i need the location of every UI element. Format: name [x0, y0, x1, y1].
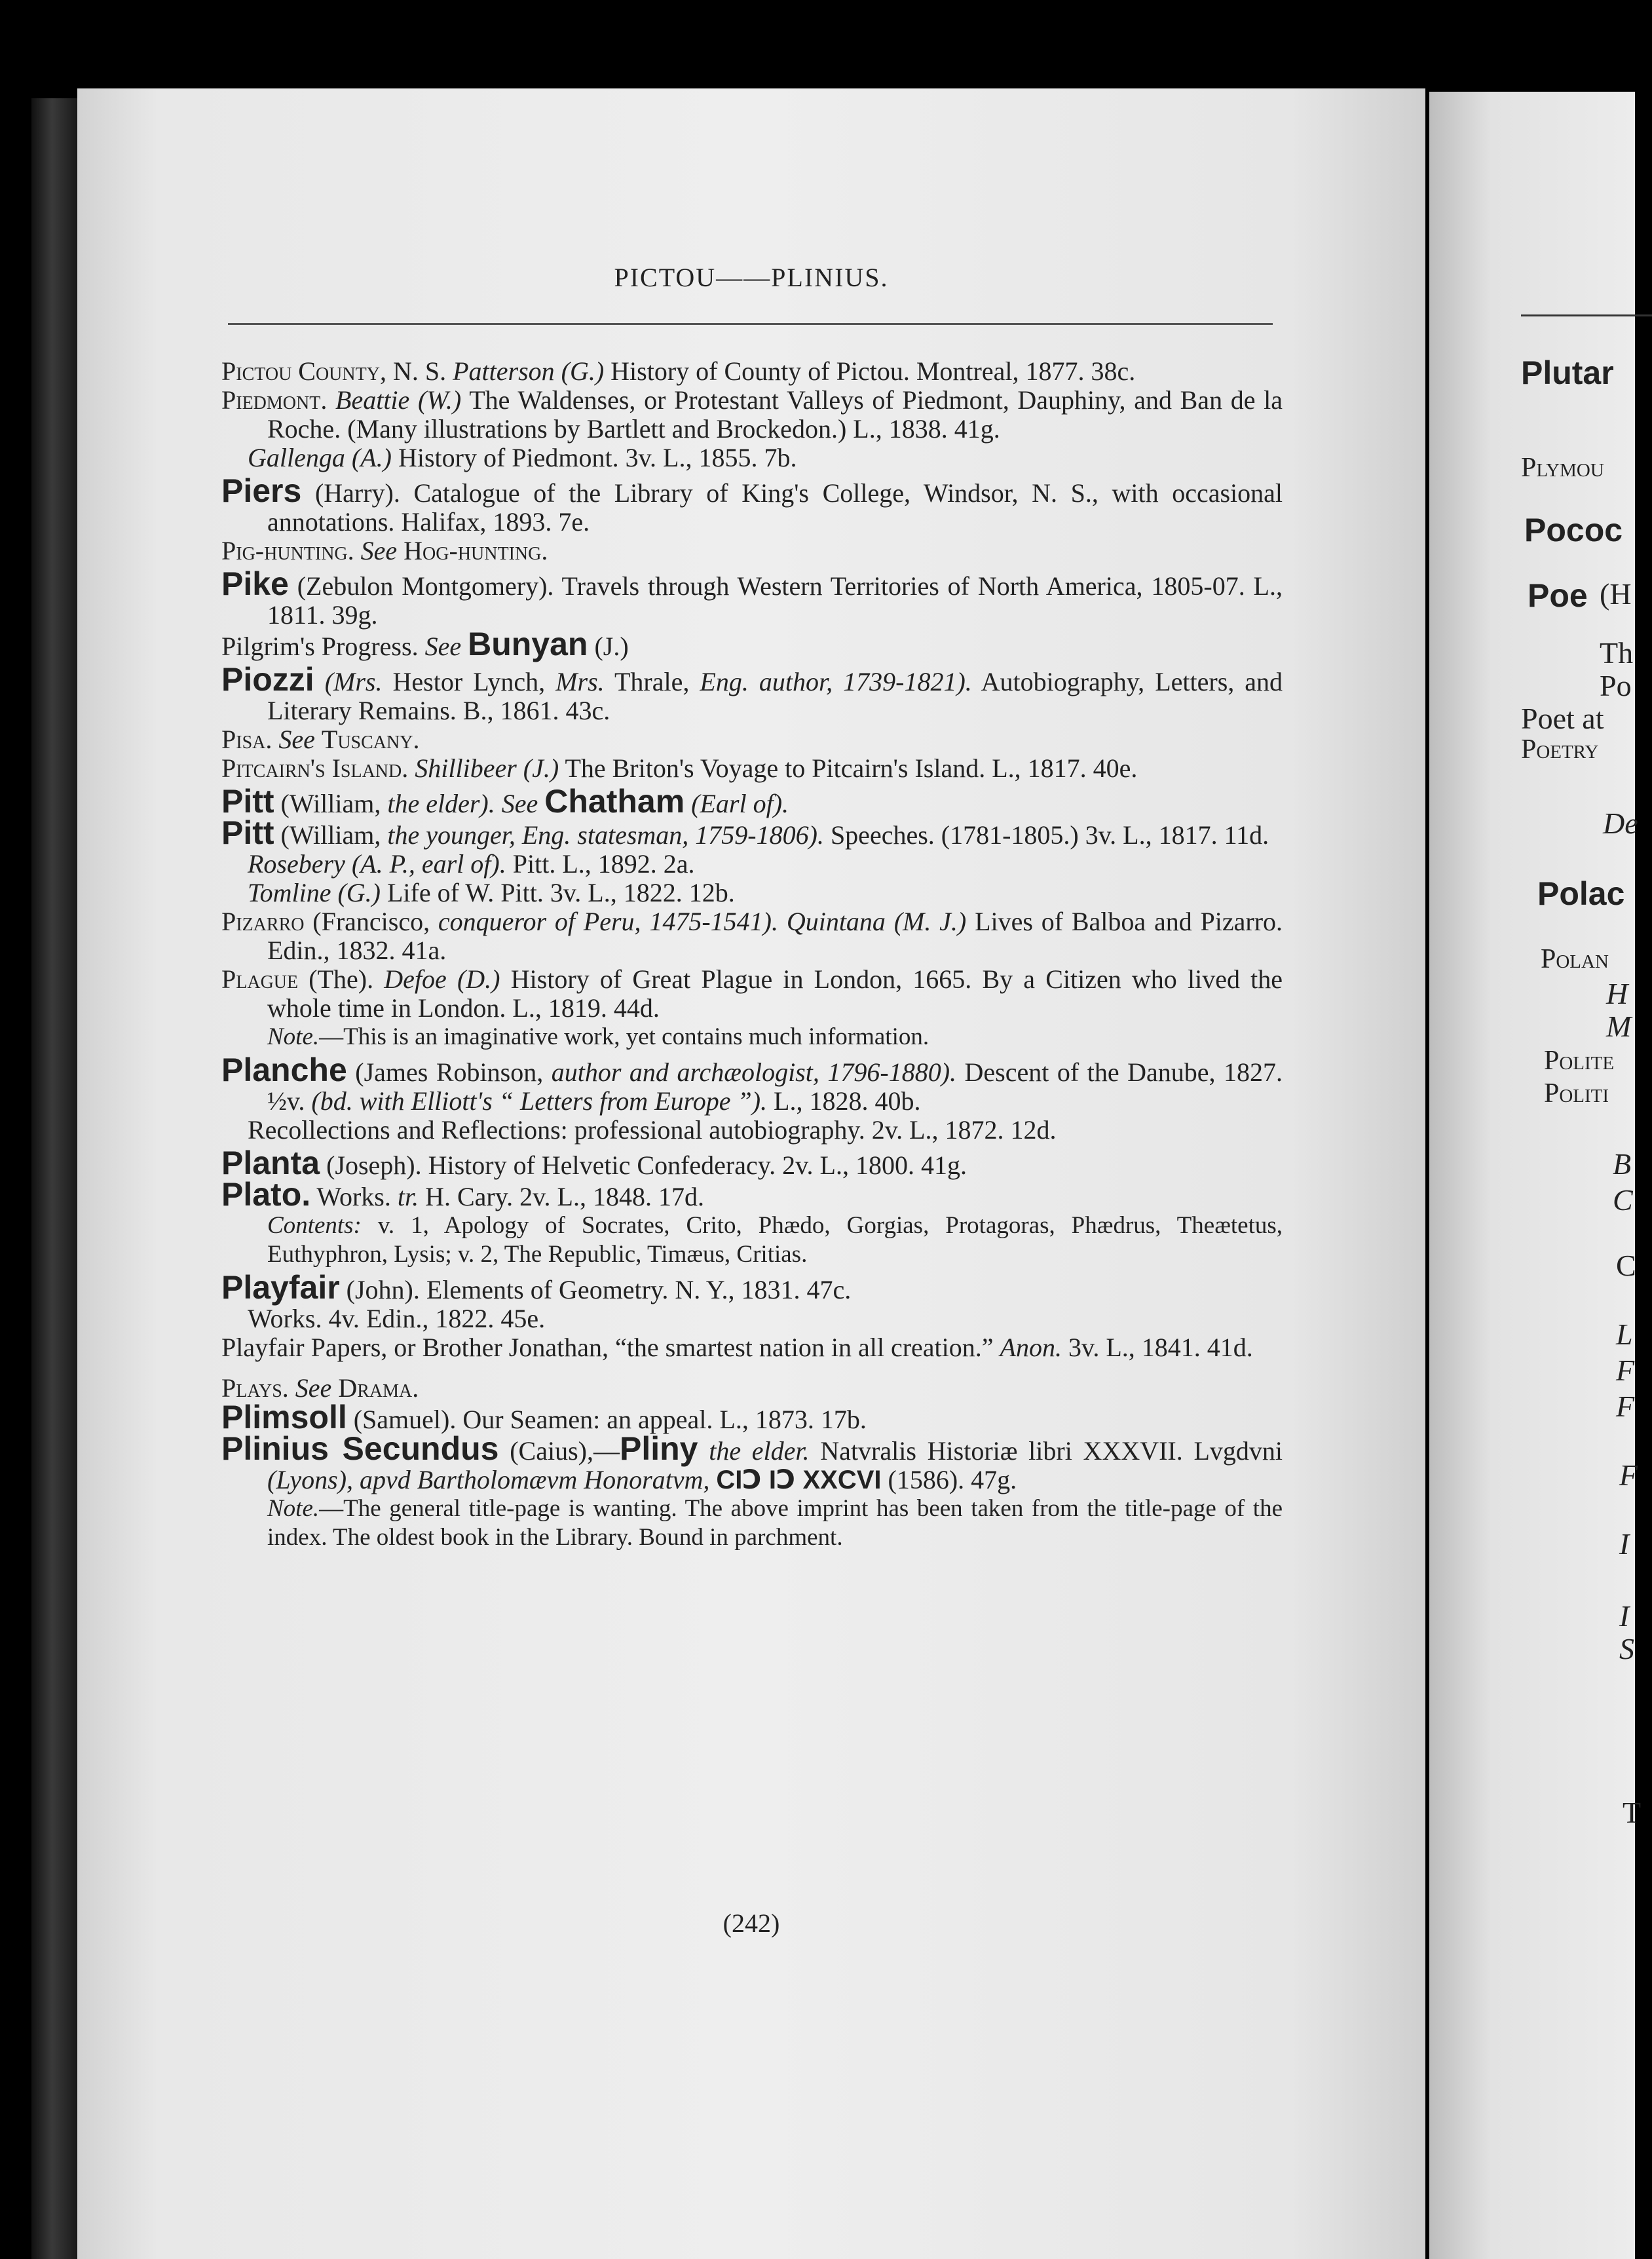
entry-text: Works. — [316, 1182, 391, 1211]
entry-text: Autobiography, Letters, and Literary Remains. B., 1861. 43c. — [267, 667, 1283, 725]
entry-heading: Plimsoll — [221, 1399, 347, 1435]
facing-fragment: Poetry — [1521, 734, 1599, 765]
entry-text: (1586). 47g. — [888, 1465, 1017, 1494]
entry-pilgrims-progress — [221, 626, 1283, 662]
facing-fragment: Poet at — [1521, 702, 1604, 735]
facing-fragment: Poe — [1528, 577, 1588, 614]
entry-pike — [221, 565, 1283, 630]
entry-pitt-elder — [221, 783, 1283, 820]
facing-fragment: Plutar — [1521, 354, 1614, 391]
see-label: See — [295, 1373, 332, 1403]
entry-heading: Piers — [221, 472, 302, 509]
entry-playfair-papers — [221, 1333, 1283, 1362]
facing-page-rule — [1521, 314, 1652, 316]
cross-reference-tail: (Earl of). — [691, 789, 789, 818]
entry-heading: Plato. — [221, 1176, 311, 1213]
entry-description: author and archæologist, 1796-1880). — [551, 1057, 957, 1087]
entry-text: (Joseph). History of Helvetic Confederacy. 2v. L., 1800. 41g. — [326, 1150, 967, 1180]
entry-text: The Waldenses, or Protestant Valleys of Piedmont, Dauphiny, and Ban de la Roche. (Many illustrations by Bartlett and Brockedon.) L., 1838. 41g. — [267, 385, 1283, 444]
entry-plinius — [221, 1430, 1283, 1494]
entry-text: History of Piedmont. 3v. L., 1855. 7b. — [398, 443, 797, 472]
see-label: See — [501, 789, 538, 818]
note-text: —The general title-page is wanting. The above imprint has been taken from the title-page of the index. The oldest book in the Library. Bound in parchment. — [267, 1495, 1283, 1551]
entry-title-b: Mrs. — [555, 667, 605, 696]
entry-text: Pilgrim's Progress. — [221, 632, 419, 661]
entry-plato — [221, 1176, 1283, 1213]
entry-author: Gallenga (A.) — [248, 443, 392, 472]
entry-heading: Pig-hunting. — [221, 536, 354, 565]
entry-planche-sub — [221, 1116, 1283, 1145]
cross-reference: Bunyan — [468, 626, 588, 662]
entry-text: Natvralis Historiæ libri XXXVII. Lvgdvni — [820, 1436, 1283, 1466]
entry-text: History of Great Plague in London, 1665. By a Citizen who lived the whole time in London. L., 1819. 44d. — [267, 964, 1283, 1023]
entry-heading: Pitcairn's Island. — [221, 753, 409, 783]
facing-fragment: T — [1623, 1796, 1642, 1829]
facing-fragment: C — [1616, 1249, 1636, 1282]
facing-fragment: Po — [1600, 669, 1632, 702]
contents-label: Contents: — [267, 1212, 362, 1239]
entry-piers — [221, 472, 1283, 537]
cross-reference-tail: (J.) — [594, 632, 629, 661]
facing-fragment: F — [1619, 1458, 1638, 1492]
entry-pitt-younger — [221, 814, 1283, 851]
facing-page — [1429, 92, 1642, 2259]
translator-label: tr. — [397, 1182, 419, 1211]
entry-name: (James Robinson, — [355, 1057, 544, 1087]
entry-heading: Pisa. — [221, 725, 272, 754]
page-number: (242) — [723, 1908, 780, 1938]
facing-fragment: Polac — [1537, 875, 1625, 912]
entry-heading: Plague — [221, 964, 299, 994]
entry-author: Defoe (D.) — [384, 964, 500, 994]
entry-description: Eng. author, 1739-1821). — [700, 667, 972, 696]
entry-name-a: Hestor Lynch, — [392, 667, 546, 696]
entry-pitt-sub-rosebery — [221, 850, 1283, 879]
entry-playfair-sub — [221, 1304, 1283, 1333]
entry-heading: Plinius Secundus — [221, 1430, 499, 1467]
facing-fragment: C — [1613, 1183, 1633, 1217]
entry-name-b: Thrale, — [614, 667, 690, 696]
entry-heading: Pike — [221, 565, 289, 602]
facing-fragment: F — [1616, 1354, 1635, 1387]
entry-plimsoll — [221, 1399, 1283, 1435]
entry-pisa — [221, 725, 1283, 754]
entry-heading: Piedmont. — [221, 385, 328, 415]
entry-plague-note — [221, 1023, 1283, 1052]
entry-text: Pitt. L., 1892. 2a. — [512, 849, 695, 879]
entry-author: Beattie (W.) — [335, 385, 462, 415]
entry-pig-hunting — [221, 537, 1283, 565]
facing-fragment: H — [1606, 977, 1628, 1010]
entry-text: (Harry). Catalogue of the Library of King's College, Windsor, N. S., with occasional annotations. Halifax, 1893. 7e. — [267, 478, 1283, 537]
cross-reference: Chatham — [544, 783, 685, 820]
book-spine-left — [31, 98, 77, 2259]
entry-text: L., 1828. 40b. — [774, 1086, 921, 1116]
page-header: PICTOU——PLINIUS. — [614, 263, 889, 292]
cross-reference: Hog-hunting. — [404, 536, 548, 565]
facing-fragment: B — [1613, 1147, 1632, 1181]
header-rule — [228, 323, 1273, 325]
entry-pizarro — [221, 907, 1283, 965]
facing-fragment: I — [1619, 1599, 1630, 1633]
facing-fragment: Polan — [1541, 944, 1609, 974]
entry-binding-note: (bd. with Elliott's “ Letters from Europe ”). — [311, 1086, 768, 1116]
entry-pictou — [221, 357, 1283, 386]
entry-description: conqueror of Peru, 1475-1541). — [438, 907, 778, 936]
facing-fragment: Plymou — [1521, 453, 1604, 483]
entry-piedmont — [221, 386, 1283, 444]
cross-reference: Tuscany. — [321, 725, 420, 754]
entry-author: Patterson (G.) — [453, 356, 605, 386]
note-label: Note. — [267, 1023, 320, 1050]
facing-fragment: (H — [1600, 577, 1632, 611]
entry-author: Tomline (G.) — [248, 878, 381, 907]
entry-text: Descent of the Danube, 1827. ½v. — [267, 1057, 1283, 1116]
anon-label: Anon. — [1000, 1333, 1062, 1362]
entry-heading: Planta — [221, 1145, 320, 1181]
see-label: See — [360, 536, 398, 565]
entry-name: (Caius),— — [510, 1436, 620, 1466]
see-label: See — [278, 725, 315, 754]
entry-description: the younger, Eng. statesman, 1759-1806). — [387, 820, 824, 850]
facing-fragment: Pococ — [1524, 512, 1623, 548]
contents-text: v. 1, Apology of Socrates, Crito, Phædo, Gorgias, Protagoras, Phædrus, Theætetus, Euthyphron, Lysis; v. 2, The Republic, Timæus, Critias. — [267, 1212, 1283, 1268]
facing-fragment: F — [1616, 1390, 1635, 1423]
entry-planche — [221, 1052, 1283, 1116]
cross-reference: Drama. — [338, 1373, 419, 1403]
entry-planta — [221, 1145, 1283, 1181]
entry-name: (Francisco, — [312, 907, 430, 936]
entry-text: Playfair Papers, or Brother Jonathan, “the smartest nation in all creation.” — [221, 1333, 994, 1362]
facing-fragment: De — [1603, 807, 1638, 840]
roman-date: CIↃ IↃ XXCVI — [716, 1466, 882, 1494]
entry-text: (John). Elements of Geometry. N. Y., 1831. 47c. — [346, 1275, 852, 1304]
facing-fragment: Polite — [1544, 1046, 1615, 1076]
entry-heading: Pictou County, N. S. — [221, 356, 447, 386]
entry-text: Recollections and Reflections: professional autobiography. 2v. L., 1872. 12d. — [248, 1115, 1057, 1145]
entry-description: the elder). — [387, 789, 495, 818]
entry-heading-alt: Pliny — [619, 1430, 698, 1467]
entry-name: (William, — [280, 789, 381, 818]
note-label: Note. — [267, 1495, 320, 1522]
entry-heading: Planche — [221, 1052, 347, 1088]
entry-piedmont-sub — [221, 444, 1283, 472]
entry-text: (Zebulon Montgomery). Travels through Western Territories of North America, 1805-07. L., 1811. 39g. — [267, 571, 1283, 630]
entry-text: Works. 4v. Edin., 1822. 45e. — [248, 1304, 546, 1333]
facing-fragment: Th — [1600, 636, 1634, 670]
entry-heading: Plays. — [221, 1373, 289, 1403]
entry-title-a: (Mrs. — [324, 667, 383, 696]
entry-heading: Playfair — [221, 1269, 340, 1306]
facing-fragment: Politi — [1544, 1078, 1609, 1109]
entry-plinius-note — [221, 1494, 1283, 1552]
entry-description: the elder. — [709, 1436, 810, 1466]
entry-author: Rosebery (A. P., earl of). — [248, 849, 506, 879]
entry-heading: Pitt — [221, 814, 274, 851]
see-label: See — [424, 632, 462, 661]
entry-text: The Briton's Voyage to Pitcairn's Island. L., 1817. 40e. — [565, 753, 1138, 783]
facing-fragment: M — [1606, 1010, 1632, 1043]
entry-text: Speeches. (1781-1805.) 3v. L., 1817. 11d. — [830, 820, 1269, 850]
facing-fragment: S — [1619, 1632, 1634, 1665]
note-text: —This is an imaginative work, yet contains much information. — [319, 1023, 929, 1050]
entry-text: Lives of Balboa and Pizarro. Edin., 1832. 41a. — [267, 907, 1283, 965]
entry-name: (William, — [280, 820, 381, 850]
facing-fragment: I — [1619, 1527, 1630, 1561]
facing-fragment: L — [1616, 1318, 1633, 1351]
entry-heading: Pitt — [221, 783, 274, 820]
entry-text: History of County of Pictou. Montreal, 1877. 38c. — [610, 356, 1136, 386]
entry-text: H. Cary. 2v. L., 1848. 17d. — [425, 1182, 704, 1211]
entry-heading: Pizarro — [221, 907, 305, 936]
entry-text: 3v. L., 1841. 41d. — [1068, 1333, 1253, 1362]
entry-author: Shillibeer (J.) — [415, 753, 559, 783]
entry-name: (The). — [309, 964, 374, 994]
entry-imprint: (Lyons), apvd Bartholomævm Honoratvm, — [267, 1465, 710, 1494]
entry-text: (Samuel). Our Seamen: an appeal. L., 1873. 17b. — [353, 1405, 867, 1434]
page-content — [221, 357, 1283, 1552]
entry-text: Life of W. Pitt. 3v. L., 1822. 12b. — [386, 878, 735, 907]
entry-playfair — [221, 1269, 1283, 1306]
entry-piozzi — [221, 661, 1283, 725]
entry-author: Quintana (M. J.) — [786, 907, 967, 936]
entry-plague — [221, 965, 1283, 1023]
entry-plays — [221, 1374, 1283, 1403]
entry-plato-contents — [221, 1211, 1283, 1269]
entry-heading: Piozzi — [221, 661, 314, 698]
entry-pitcairns-island — [221, 754, 1283, 783]
entry-pitt-sub-tomline — [221, 879, 1283, 907]
